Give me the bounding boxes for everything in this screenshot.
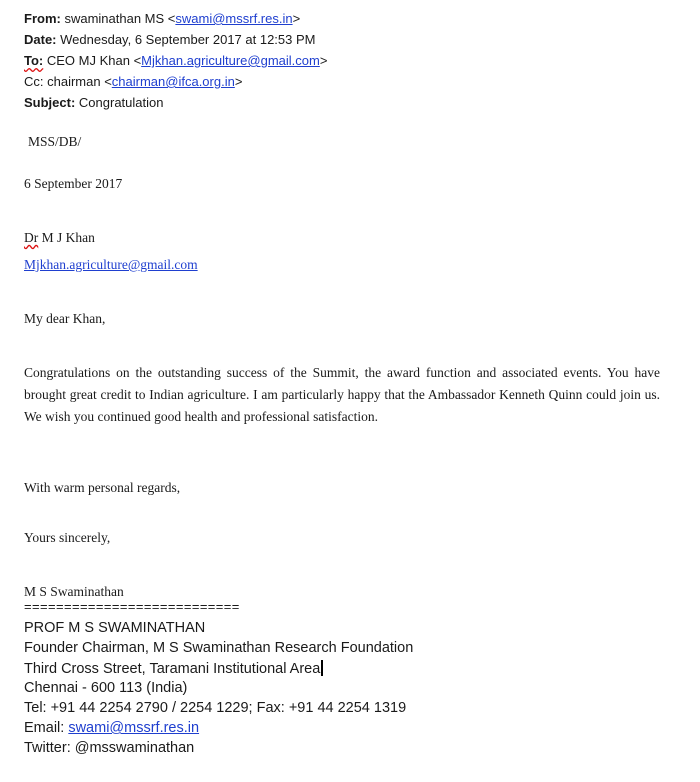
recipient-email-link[interactable]: Mjkhan.agriculture@gmail.com	[24, 257, 198, 272]
to-email-link[interactable]: Mjkhan.agriculture@gmail.com	[141, 53, 320, 68]
signature-twitter: Twitter: @msswaminathan	[24, 740, 195, 756]
signature-separator: ===========================	[24, 599, 240, 614]
cc-close: >	[234, 74, 243, 89]
subject-value: Congratulation	[78, 95, 164, 110]
letter-date: 6 September 2017	[24, 176, 123, 191]
recipient-title: Dr	[24, 230, 39, 245]
cc-line	[24, 74, 242, 89]
from-label: From:	[24, 11, 61, 26]
date-line	[24, 32, 316, 47]
from-email-link[interactable]: swami@mssrf.res.in	[175, 11, 293, 26]
signature-email-label: Email:	[24, 720, 65, 736]
subject-label: Subject:	[24, 95, 76, 110]
from-name: swaminathan MS <	[64, 11, 176, 26]
salutation: My dear Khan,	[24, 311, 106, 326]
text-cursor	[321, 660, 323, 676]
subject-line	[24, 95, 163, 110]
signature-email-line	[24, 720, 199, 736]
to-line	[24, 53, 327, 68]
date-label: Date:	[24, 32, 57, 47]
signer-name: M S Swaminathan	[24, 584, 124, 599]
from-close: >	[292, 11, 301, 26]
recipient-name: M J Khan	[41, 230, 95, 245]
signature-phone: Tel: +91 44 2254 2790 / 2254 1229; Fax: +91 44 2254 1319	[24, 700, 407, 716]
closing-regards: With warm personal regards,	[24, 480, 181, 495]
signature-name: PROF M S SWAMINATHAN	[24, 620, 206, 636]
to-close: >	[319, 53, 328, 68]
address-line1-text: Third Cross Street, Taramani Institutional Area	[24, 661, 321, 677]
body-paragraph: Congratulations on the outstanding success of the Summit, the award function and associated events. You have brought great credit to Indian agriculture. I am particularly happy that the Ambassador Kenneth Quinn could join us. We wish you continued good health and professional satisfaction.	[24, 365, 660, 424]
sign-off: Yours sincerely,	[24, 530, 111, 545]
date-value: Wednesday, 6 September 2017 at 12:53 PM	[60, 32, 316, 47]
to-name: CEO MJ Khan <	[46, 53, 142, 68]
cc-name: chairman <	[47, 74, 112, 89]
signature-title: Founder Chairman, M S Swaminathan Research Foundation	[24, 640, 414, 656]
cc-label: Cc:	[24, 74, 44, 89]
to-label: To:	[24, 53, 44, 68]
signature-email-link[interactable]: swami@mssrf.res.in	[68, 720, 200, 736]
recipient-name-line	[24, 230, 95, 246]
reference-number: MSS/DB/	[28, 134, 82, 149]
cc-email-link[interactable]: chairman@ifca.org.in	[111, 74, 235, 89]
from-line	[24, 11, 300, 26]
signature-address-line2: Chennai - 600 113 (India)	[24, 680, 188, 696]
signature-address-line1	[24, 660, 323, 677]
